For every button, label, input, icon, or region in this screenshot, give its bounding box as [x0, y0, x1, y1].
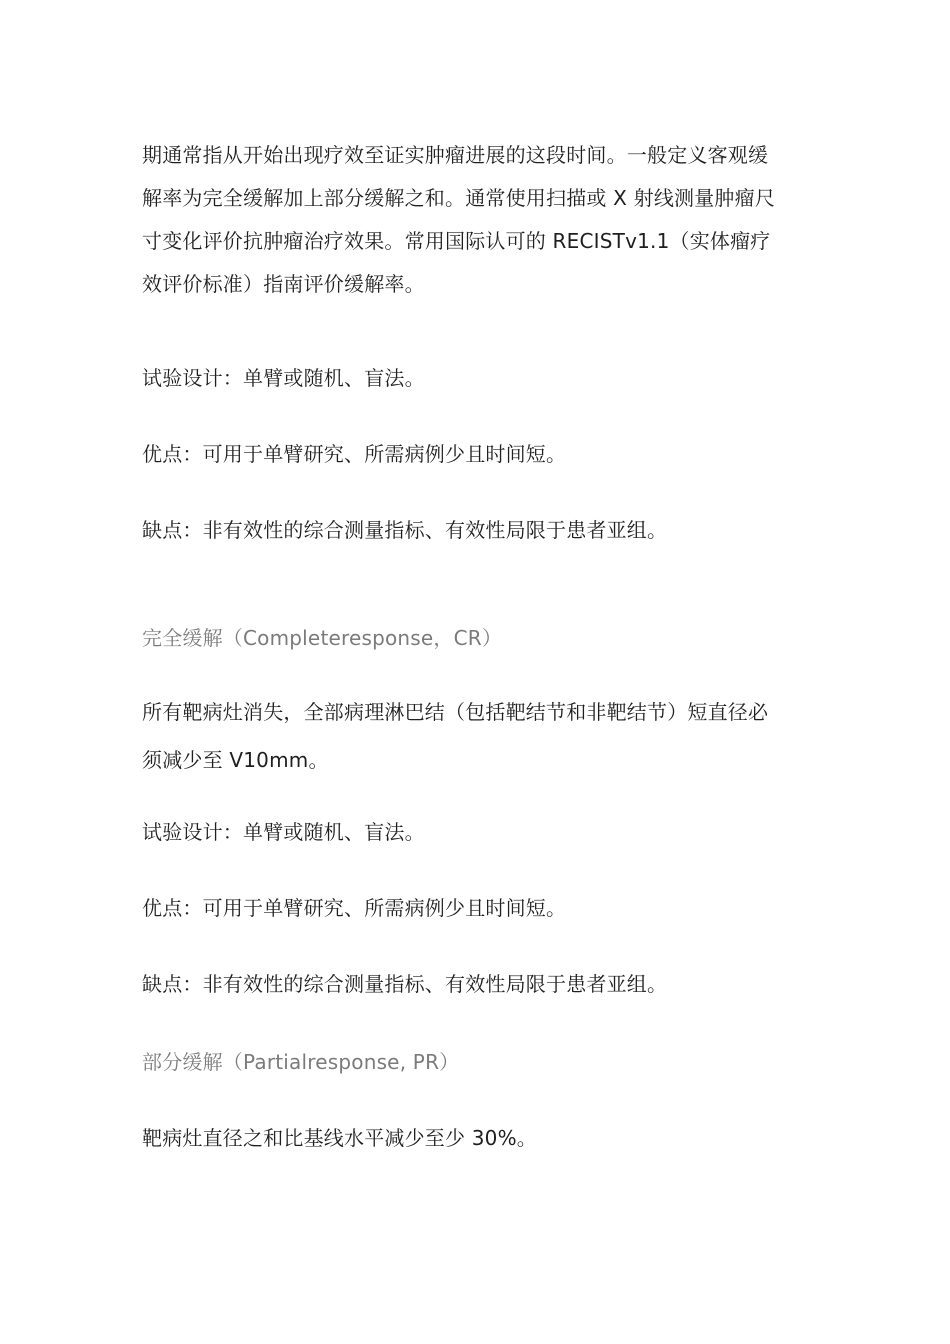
- intro-line: 期通常指从开始出现疗效至证实肿瘤进展的这段时间。一般定义客观缓: [142, 143, 769, 167]
- trial-design-paragraph: 试验设计：单臂或随机、盲法。: [142, 366, 425, 390]
- advantages-paragraph: 优点：可用于单臂研究、所需病例少且时间短。: [142, 442, 567, 466]
- advantages-paragraph: 优点：可用于单臂研究、所需病例少且时间短。: [142, 896, 567, 920]
- intro-paragraph: [142, 134, 814, 306]
- cr-definition-line: 须减少至 V10mm。: [142, 748, 329, 772]
- complete-response-heading: 完全缓解（Completeresponse，CR）: [142, 626, 503, 650]
- partial-response-heading: 部分缓解（Partialresponse, PR）: [142, 1050, 460, 1074]
- disadvantages-paragraph: 缺点：非有效性的综合测量指标、有效性局限于患者亚组。: [142, 518, 668, 542]
- intro-line: 效评价标准）指南评价缓解率。: [142, 272, 425, 296]
- cr-definition-line: 所有靶病灶消失，全部病理淋巴结（包括靶结节和非靶结节）短直径必: [142, 700, 769, 724]
- complete-response-definition: [142, 688, 814, 784]
- intro-line: 寸变化评价抗肿瘤治疗效果。常用国际认可的 RECISTv1.1（实体瘤疗: [142, 229, 771, 253]
- disadvantages-paragraph: 缺点：非有效性的综合测量指标、有效性局限于患者亚组。: [142, 972, 668, 996]
- trial-design-paragraph: 试验设计：单臂或随机、盲法。: [142, 820, 425, 844]
- partial-response-definition: 靶病灶直径之和比基线水平减少至少 30%。: [142, 1126, 538, 1150]
- intro-line: 解率为完全缓解加上部分缓解之和。通常使用扫描或 X 射线测量肿瘤尺: [142, 186, 776, 210]
